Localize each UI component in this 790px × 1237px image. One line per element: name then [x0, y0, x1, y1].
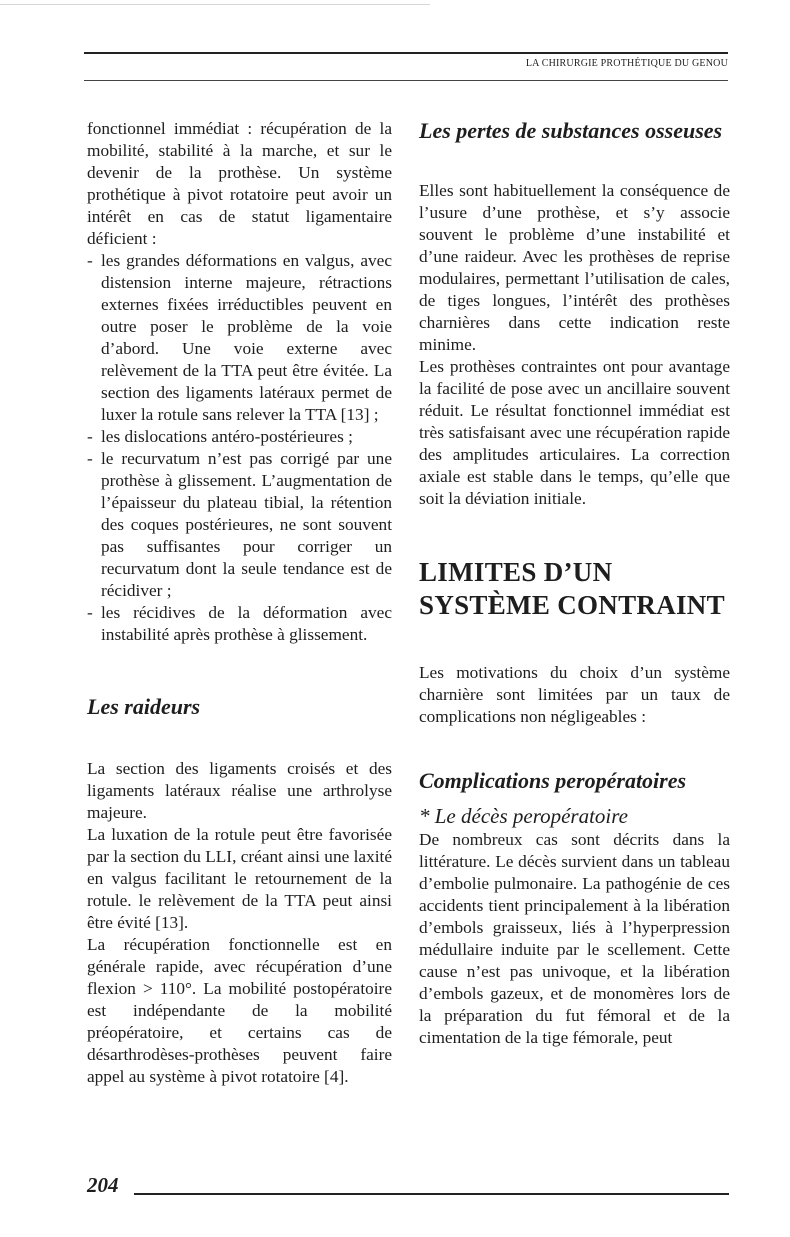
chapter-heading-limites [419, 556, 730, 622]
left-column [87, 118, 392, 1088]
section-heading-raideurs: Les raideurs [87, 694, 201, 719]
chapter-heading-line: LIMITES D’UN [419, 557, 613, 587]
right-column [419, 118, 730, 1049]
page-number: 204 [87, 1173, 119, 1197]
header-rule [84, 52, 728, 54]
list-item: - les récidives de la déformation avec instabilité après prothèse à glissement. [87, 602, 392, 646]
paragraph: La luxation de la rotule peut être favorisée par la section du LLI, créant ainsi une laxité en valgus facilitant le retournement de la rotule. le relèvement de la TTA peut ainsi être évité [13]. [87, 825, 392, 932]
paragraph: Elles sont habituellement la conséquence de l’usure d’une prothèse, et s’y associe souvent le problème d’une instabilité et d’une raideur. Avec les prothèses de reprise modulaires, permettant l’utilisation de cales, de tiges longues, l’intérêt des prothèses charnières dans cette indication reste minime. [419, 181, 730, 354]
header-rule-thin [84, 80, 728, 81]
section-heading-complications: Complications peropératoires [419, 768, 687, 793]
footer-rule [134, 1193, 729, 1195]
list-item: - les grandes déformations en valgus, avec distension interne majeure, rétractions externes fixées irréductibles peuvent en outre poser le problème de la voie d’abord. Une voie externe avec relèvement de la TTA peut être évitée. La section des ligaments latéraux permet de luxer la rotule sans relever la TTA [13] ; [87, 250, 392, 426]
indication-list [87, 250, 392, 646]
section-heading-pertes: Les pertes de substances osseuses [419, 118, 723, 143]
running-title: LA CHIRURGIE PROTHÉTIQUE DU GENOU [525, 58, 728, 69]
chapter-heading-line: SYSTÈME CONTRAINT [419, 590, 725, 620]
subheading-deces: * Le décès peropératoire [419, 804, 628, 828]
paragraph: La section des ligaments croisés et des ligaments latéraux réalise une arthrolyse majeure. [87, 759, 392, 822]
paragraph: De nombreux cas sont décrits dans la littérature. Le décès survient dans un tableau d’embolie pulmonaire. La pathogénie de ces accidents tient principalement à la libération d’embols graisseux, liés à l’hyperpression médullaire induite par le scellement. Cette cause n’est pas univoque, et la libération d’embols gazeux, et de monomères lors de la préparation du fut fémoral et de la cimentation de la tige fémorale, peut [419, 830, 730, 1047]
paragraph: La récupération fonctionnelle est en générale rapide, avec récupération d’une flexion > 110°. La mobilité postopératoire est indépendante de la mobilité préopératoire, et certains cas de désarthrodèses-prothèses peuvent faire appel au système à pivot rotatoire [4]. [87, 935, 392, 1086]
paragraph: Les prothèses contraintes ont pour avantage la facilité de pose avec un ancillaire souvent réduit. Le résultat fonctionnel immédiat est très satisfaisant avec une récupération rapide des amplitudes articulaires. La correction axiale est stable dans le temps, qu’elle que soit la déviation initiale. [419, 357, 730, 508]
paragraph-intro: fonctionnel immédiat : récupération de la mobilité, stabilité à la marche, et sur le devenir de la prothèse. Un système prothétique à pivot rotatoire peut avoir un intérêt en cas de statut ligamentaire déficient : [87, 119, 392, 248]
paragraph: Les motivations du choix d’un système charnière sont limitées par un taux de complications non négligeables : [419, 663, 730, 726]
list-item: - le recurvatum n’est pas corrigé par une prothèse à glissement. L’augmentation de l’épaisseur du plateau tibial, la rétention des coques postérieures, ne sont souvent pas suffisantes pour corriger un recurvatum dont la seule tendance est de récidiver ; [87, 448, 392, 602]
top-faint-rule [0, 4, 430, 5]
list-item: - les dislocations antéro-postérieures ; [87, 426, 392, 448]
